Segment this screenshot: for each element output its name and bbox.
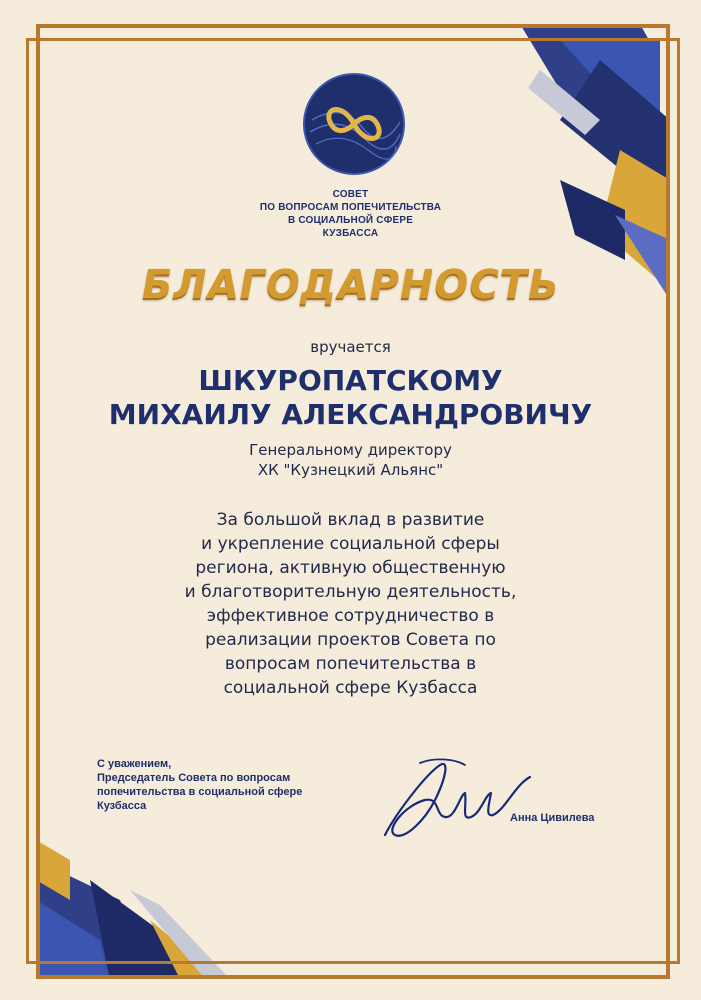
signature-block — [97, 757, 302, 813]
signer-title-line: Председатель Совета по вопросам — [97, 772, 291, 784]
recipient-name — [0, 364, 701, 432]
award-reason — [0, 508, 701, 700]
reason-line: социальной сфере Кузбасса — [223, 678, 478, 698]
regards-line: С уважением, — [97, 758, 172, 770]
reason-line: и благотворительную деятельность, — [184, 582, 517, 602]
signer-name: Анна Цивилева — [510, 812, 595, 824]
signer-title-line: Кузбасса — [97, 800, 147, 812]
company-name: ХК "Кузнецкий Альянс" — [257, 461, 444, 479]
organization-name — [0, 188, 701, 240]
organization-line: В СОЦИАЛЬНОЙ СФЕРЕ — [287, 215, 414, 226]
certificate-title: БЛАГОДАРНОСТЬ — [137, 262, 564, 308]
presented-label: вручается — [310, 338, 391, 356]
organization-line: КУЗБАССА — [322, 228, 379, 239]
recipient-position — [0, 440, 701, 480]
reason-line: эффективное сотрудничество в — [206, 606, 495, 626]
signer-title-line: попечительства в социальной сфере — [97, 786, 303, 798]
reason-line: вопросам попечительства в — [224, 654, 477, 674]
reason-line: реализации проектов Совета по — [205, 630, 496, 650]
position-title: Генеральному директору — [249, 441, 452, 459]
reason-line: и укрепление социальной сферы — [201, 534, 500, 554]
handwritten-signature — [365, 755, 535, 850]
recipient-given-names: МИХАИЛУ АЛЕКСАНДРОВИЧУ — [108, 398, 593, 431]
organization-line: ПО ВОПРОСАМ ПОПЕЧИТЕЛЬСТВА — [259, 202, 442, 213]
reason-line: региона, активную общественную — [195, 558, 506, 578]
reason-line: За большой вклад в развитие — [216, 510, 485, 530]
inner-frame — [26, 38, 680, 964]
organization-line: СОВЕТ — [332, 189, 369, 200]
recipient-surname: ШКУРОПАТСКОМУ — [198, 364, 503, 397]
infinity-logo-icon — [302, 72, 406, 176]
